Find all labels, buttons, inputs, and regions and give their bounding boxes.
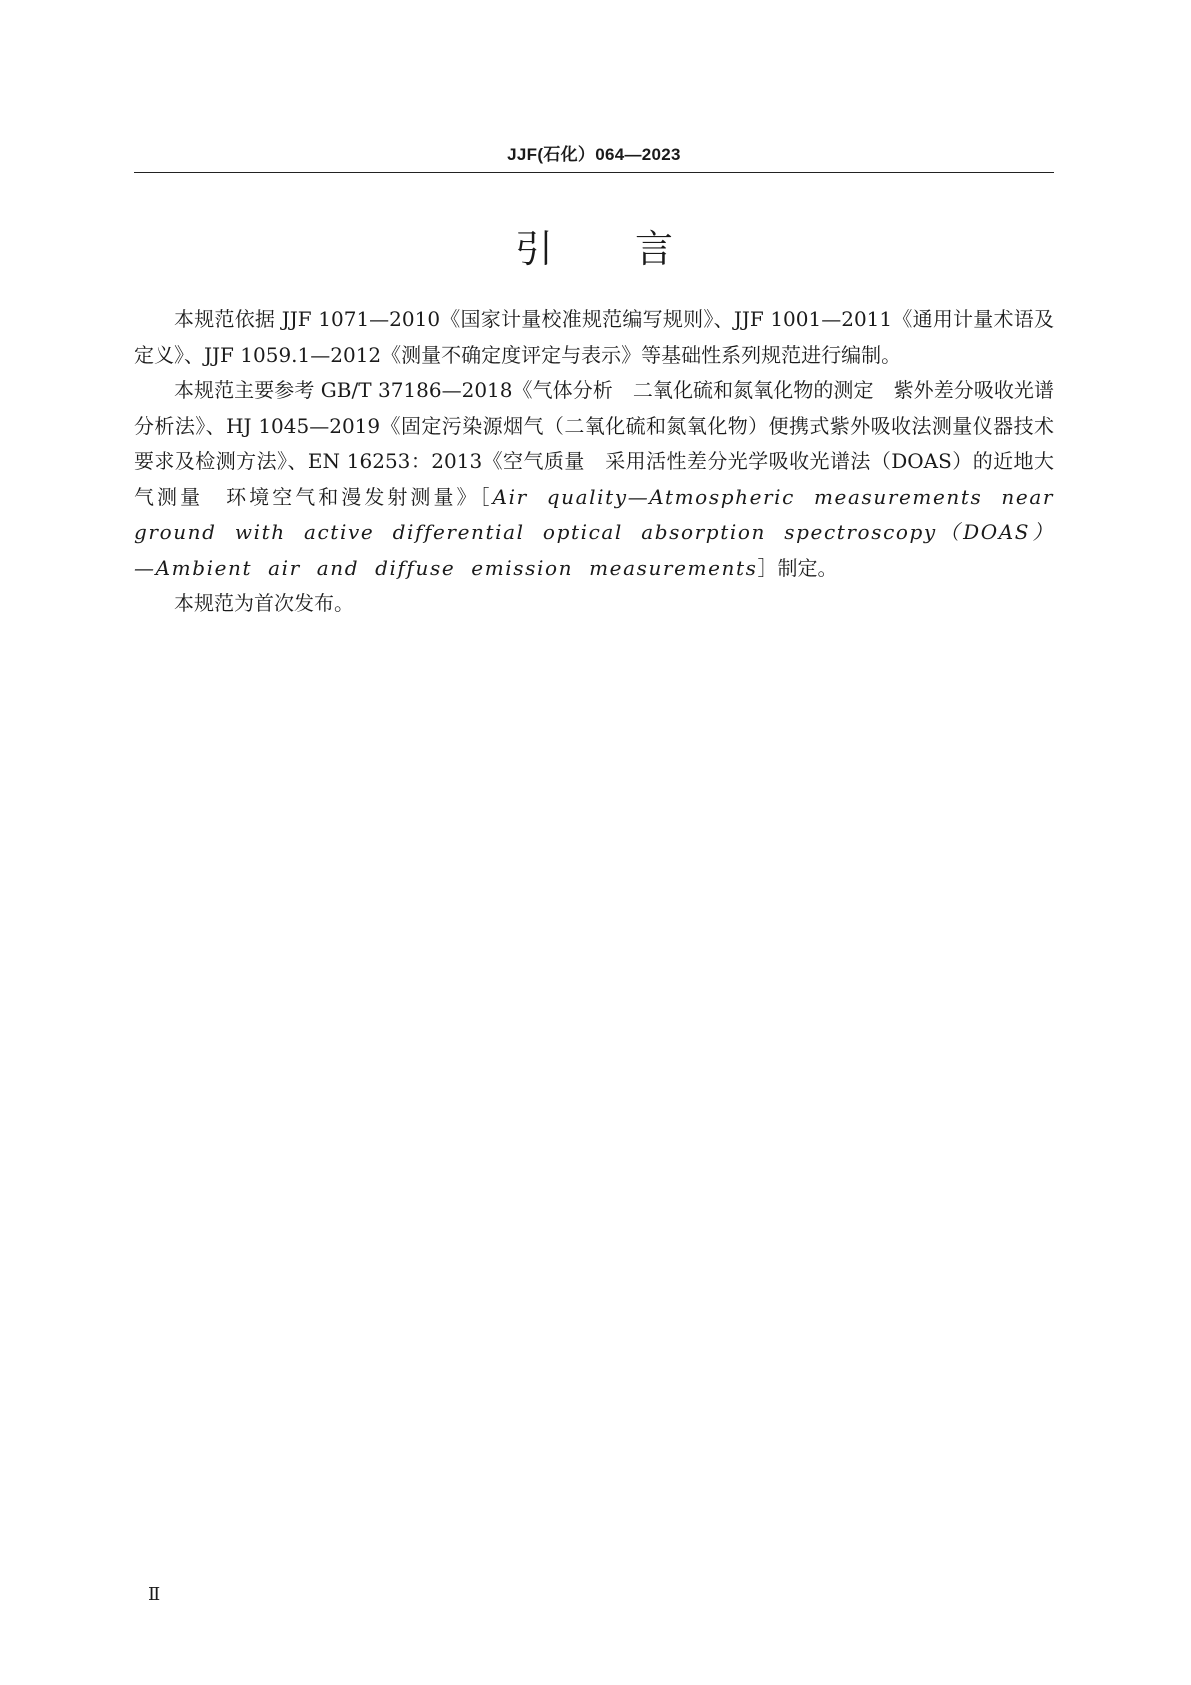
page-title bbox=[134, 218, 1054, 273]
paragraph-first-release: 本规范为首次发布。 bbox=[174, 591, 354, 615]
paragraph-basis: 本规范依据 JJF 1071—2010《国家计量校准规范编写规则》、JJF 1001—2011《通用计量术语及定义》、JJF 1059.1—2012《测量不确定度评定与表示》等基础性系列规范进行编制。 bbox=[134, 307, 1054, 367]
references-english-title: Air quality—Atmospheric measurements near ground with active differential optical absorption spectroscopy（DOAS）—Ambient air and diffuse emission measurements bbox=[134, 484, 1055, 580]
header-divider bbox=[134, 172, 1054, 173]
page-title-char-2: 言 bbox=[635, 227, 674, 271]
page-title-char-1: 引 bbox=[514, 227, 553, 271]
paragraph-references bbox=[134, 373, 1054, 586]
references-ending: ］制定。 bbox=[757, 555, 838, 580]
foreword-body bbox=[134, 302, 1054, 622]
document-code-header: JJF(石化）064—2023 bbox=[507, 145, 681, 164]
page-number: Ⅱ bbox=[148, 1584, 161, 1605]
references-chinese-text: 本规范主要参考 GB/T 37186—2018《气体分析 二氧化硫和氮氧化物的测定 紫外差分吸收光谱分析法》、HJ 1045—2019《固定污染源烟气（二氧化硫和氮氧化物）便携式紫外吸收法测量仪器技术要求及检测方法》、EN 16253：2013《空气质量 采用活性差分光学吸收光谱法（DOAS）的近地大气测量 环境空气和漫发射测量》［ bbox=[134, 378, 1054, 509]
